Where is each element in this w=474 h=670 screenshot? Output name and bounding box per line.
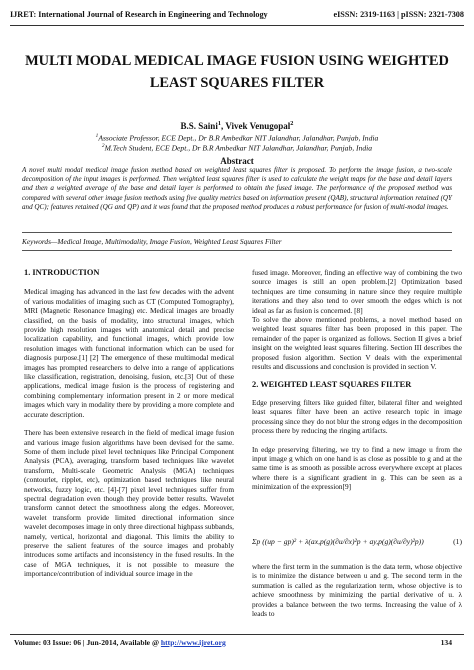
wls-paragraph-2: In edge preserving filtering, we try to find a new image u from the input image g which on one hand is as close as possible to g and at the same time is as smooth as possible across everywhere except at places where there is a significant gradient in g. This can be seen as a minimization of the expression[9] <box>252 444 462 492</box>
intro-paragraph-3: fused image. Moreover, finding an effective way of combining the two source images is still an open problem.[2] Optimization based techniques are time consuming in nature since they require multiple iterations and they also tend to over smooth the edges which is not ideal as far as fusion is concerned. [8] <box>252 268 462 315</box>
section-heading-wls-filter: 2. WEIGHTED LEAST SQUARES FILTER <box>252 380 412 390</box>
header-divider <box>10 25 464 26</box>
intro-paragraph-2: There has been extensive research in the field of medical image fusion and various image fusion algorithms have been devised for the same. Some of them include pixel level techniques like Principal Component Analysis (PCA), averaging, transform based techniques like wavelet transform, Multi-scale Geometric Analysis (MGA) techniques (contourlet, ripplet, etc), optimization based techniques like neural networks, fuzzy logic, etc. [4]-[7] pixel level techniques suffer from spectral degradation even though they provide better results. Wavelet transform cannot detect the smoothness along the edges. Moreover, wavelet transform provide limited directional information since wavelet decomposes image in only three directional highpass subbands, namely, vertical, horizontal and diagonal. This limits the ability to preserve the salient features of the source images and probably introduces some artifacts and inconsistency in the fused results. In the case of MGA techniques, it is not possible to measure the importance/contribution of individual source image in the <box>24 428 234 579</box>
intro-paragraph-4: To solve the above mentioned problems, a novel method based on weighted least squares filter has been proposed in this paper. The remainder of the paper is organized as follows. Section II gives a brief insight on the weighted least squares filtering. Section III describes the proposed fusion algorithm. Section V deals with the experimental results and discussions and conclusion is provided in section V. <box>252 315 462 372</box>
intro-paragraph-1: Medical imaging has advanced in the last few decades with the advent of various modalities of imaging such as CT (Computed Tomography), MRI (Magnetic Resonance Imaging) etc. Medical images are broadly classified, on the basis of modality, into structural images, which provide high resolution images with anatomical detail and precise localization capability, and functional images, which provide low resolution images with functional information which can be used for diagnosis purpose.[1] [2] The emergence of these multimodal medical images has prompted researchers to delve into a range of applications like classification, registration, denoising, fusion, etc.[3] Out of these applications, medical image fusion is the process of registering and combining complementary information present in 2 or more medical images which vary in modality there by providing a more complete and accurate description. <box>24 287 234 419</box>
keywords-divider-bottom <box>22 250 452 251</box>
affiliation-2 <box>20 141 454 154</box>
author-list <box>20 120 454 131</box>
paper-title <box>20 50 454 94</box>
affiliation-1-mark: 1 <box>95 133 99 139</box>
author-separator: , <box>220 121 226 131</box>
affiliation-1-text: Associate Professor, ECE Dept., Dr B.R Ambedkar NIT Jalandhar, Jalandhar, Punjab, India <box>98 133 379 143</box>
author-2-affil-mark: 2 <box>290 120 294 127</box>
right-column <box>252 268 462 501</box>
journal-url-link[interactable]: http://www.ijret.org <box>160 638 226 647</box>
abstract-heading: Abstract <box>220 156 254 166</box>
abstract-divider-top <box>22 232 452 233</box>
title-line-1: MULTI MODAL MEDICAL IMAGE FUSION USING WEIGHTED <box>25 53 449 69</box>
footer-volume-text: Volume: 03 Issue: 06 | Jun-2014, Available @ <box>14 638 161 647</box>
author-1: B.S. Saini <box>180 121 218 131</box>
author-2: Vivek Venugopal <box>225 121 291 131</box>
keywords: Keywords—Medical Image, Multimodality, Image Fusion, Weighted Least Squares Filter <box>22 237 282 246</box>
affiliation-2-mark: 2 <box>101 143 105 149</box>
footer-divider <box>10 634 464 635</box>
left-column <box>24 268 234 588</box>
title-line-2: LEAST SQUARES FILTER <box>149 75 325 91</box>
equation-1 <box>252 531 464 557</box>
author-1-affil-mark: 1 <box>217 120 221 127</box>
section-heading-introduction: 1. INTRODUCTION <box>24 268 100 277</box>
equation-number: (1) <box>453 537 462 546</box>
page-number: 134 <box>440 638 452 647</box>
journal-name: IJRET: International Journal of Research in Engineering and Technology <box>10 10 268 19</box>
wls-paragraph-3: where the first term in the summation is the data term, whose objective is to minimize the distance between u and g. The second term in the summation is called as the regularization term, whose objective is to achieve smoothness by minimizing the partial derivative of u. λ provides a balance between the two terms. Increasing the value of λ leads to <box>252 562 462 619</box>
equation-expression: Σp ((up − gp)² + λ(ax,p(g)(∂u/∂x)²p + ay,p(g)(∂u/∂y)²p)) <box>252 537 424 546</box>
affiliation-2-text: M.Tech Student, ECE Dept., Dr B.R Ambedkar NIT Jalandhar, Jalandhar, Punjab, India <box>104 143 373 153</box>
wls-paragraph-1: Edge preserving filters like guided filter, bilateral filter and weighted least squares filter have been an active research topic in image processing since they do not blur the strong edges in the decomposition process there by reducing the ringing artifacts. <box>252 397 462 436</box>
issn-info: eISSN: 2319-1163 | pISSN: 2321-7308 <box>333 10 464 19</box>
abstract-text: A novel multi modal medical image fusion method based on weighted least squares filter is proposed. To perform the image fusion, a two-scale decomposition of the input images is performed. Then weighted least squares filter is used to calculate the weight maps for the base and detail layers and then a weighted average of the base and detail layer is performed to obtain the fused image. The performance of the proposed method was compared with several other image fusion methods using five quality metrics based on information present (QAB), structural information retained (QY and QC); features retained (QG and QP) and it was found that the proposed method produces a robust performance for fusion of multi-modal images. <box>22 166 452 211</box>
right-column-continued <box>252 562 462 627</box>
footer-volume-info <box>14 638 226 647</box>
page-header <box>10 6 464 26</box>
page-footer <box>10 634 464 654</box>
